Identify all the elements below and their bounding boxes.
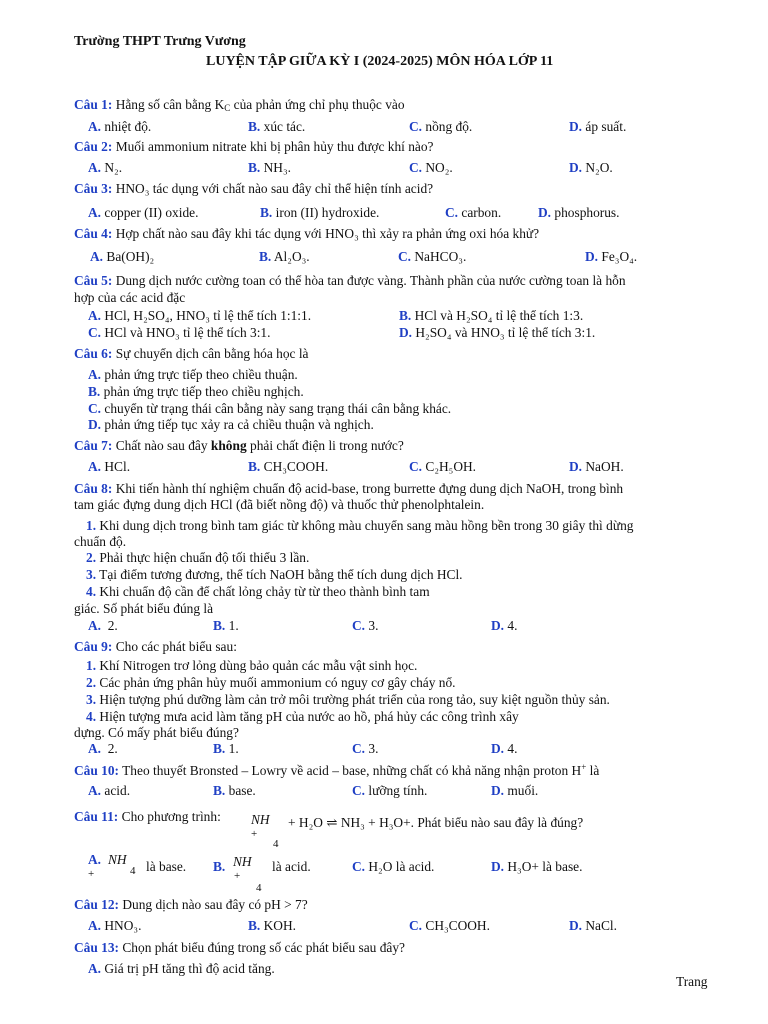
q9-statement-2: 2. Các phản ứng phân hủy muối ammonium có nguy cơ gây cháy nổ. [86,675,456,690]
q10-option-c: C. lưỡng tính. [352,783,428,798]
ammonium-formula: NH [251,812,270,827]
q9-statement-4: 4. Hiện tượng mưa acid làm tăng pH của nước ao hồ, phá hủy các công trình xây [86,709,519,724]
question-1: Câu 1: Hằng số cân bằng $K_C$ của phản ứng chỉ phụ thuộc vào [74,97,405,113]
q1-option-d: D. áp suất. [569,119,627,134]
q12-option-b: B. KOH. [248,918,296,933]
school-name: Trường THPT Trưng Vương [74,34,246,49]
q11-option-a-subscript: 4 [130,865,136,877]
q8-statement-2: 2. Phải thực hiện chuẩn độ tối thiểu 3 lần. [86,550,310,565]
question-8-line2: tam giác đựng dung dịch HCl (đã biết nồng độ) và thuốc thử phenolphtalein. [74,497,485,512]
q7-option-d: D. NaOH. [569,459,624,474]
q2-option-b: B. NH₃. [248,160,291,175]
q11-option-a-formula: NH [108,852,127,867]
q4-option-b: B. Al₂O₃. [259,249,310,264]
q9-option-a: A. 2. [88,741,118,756]
q8-option-d: D. 4. [491,618,518,633]
q9-statement-1: 1. Khí Nitrogen trơ lỏng dùng bảo quản các mẫu vật sinh học. [86,658,418,673]
q8-statement-1: 1. Khi dung dịch trong bình tam giác từ không màu chuyển sang màu hồng bền trong 30 giây thì dừng [86,518,634,533]
q6-option-b: B. phản ứng trực tiếp theo chiều nghịch. [88,384,304,399]
question-13: Câu 13: Chọn phát biểu đúng trong số các phát biểu sau đây? [74,940,405,955]
q5-option-b: B. HCl và H₂SO₄ tỉ lệ thể tích 1:3. [399,308,584,323]
q5-option-d: D. H₂SO₄ và HNO₃ tỉ lệ thể tích 3:1. [399,325,596,340]
question-5-line2: hợp của các acid đặc [74,290,186,305]
q2-option-c: C. NO₂. [409,160,453,175]
q11-option-a-label: A. [88,852,102,867]
q3-option-c: C. carbon. [445,205,502,220]
q8-statement-4: 4. Khi chuẩn độ cần để chất lỏng chảy từ từ theo thành bình tam [86,584,430,599]
q8-statement-3: 3. Tại điểm tương đương, thể tích NaOH bằng thể tích dung dịch HCl. [86,567,463,582]
q4-option-d: D. Fe₃O₄. [585,249,638,264]
q12-option-c: C. CH₃COOH. [409,918,490,933]
q4-option-a: A. Ba(OH)₂ [90,249,155,264]
q7-option-b: B. CH₃COOH. [248,459,329,474]
q8-statement-4-cont: giác. Số phát biểu đúng là [74,601,214,616]
q11-option-b: là acid. [272,859,311,874]
q3-option-d: D. phosphorus. [538,205,620,220]
q9-statement-4-cont: dựng. Có mấy phát biểu đúng? [74,725,239,740]
q1-option-c: C. nồng độ. [409,119,473,134]
page-footer: Trang [676,974,708,989]
q6-option-c: C. chuyển từ trạng thái cân bằng này sang trạng thái cân bằng khác. [88,401,452,416]
q11-option-b-formula: NH [233,854,252,869]
question-7: Câu 7: Chất nào sau đây không phải chất điện li trong nước? [74,438,404,453]
q8-option-c: C. 3. [352,618,379,633]
question-3: Câu 3: HNO₃ tác dụng với chất nào sau đây chỉ thể hiện tính acid? [74,181,434,196]
q5-option-a: A. HCl, H₂SO₄, HNO₃ tỉ lệ thể tích 1:1:1. [88,308,312,323]
q2-option-a: A. N₂. [88,160,123,175]
q7-option-a: A. HCl. [88,459,131,474]
q6-option-d: D. phản ứng tiếp tục xảy ra cả chiều thuận và nghịch. [88,417,374,432]
q8-option-a: A. 2. [88,618,118,633]
q11-option-a-charge: + [88,868,95,880]
question-11-equation: + H₂O ⇌ NH₃ + H₃O+. Phát biểu nào sau đây là đúng? [288,815,584,830]
ammonium-charge: + [251,828,258,840]
question-6: Câu 6: Sự chuyển dịch cân bằng hóa học là [74,346,309,361]
q11-option-a: là base. [146,859,187,874]
q10-option-d: D. muối. [491,783,539,798]
q10-option-a: A. acid. [88,783,131,798]
q5-option-c: C. HCl và HNO₃ tỉ lệ thể tích 3:1. [88,325,271,340]
question-8: Câu 8: Khi tiến hành thí nghiệm chuẩn độ acid-base, trong burrette đựng dung dịch NaOH, trong bình [74,481,624,496]
q12-option-a: A. HNO₃. [88,918,142,933]
question-12: Câu 12: Dung dịch nào sau đây có pH > 7? [74,897,308,912]
question-10: Câu 10: Theo thuyết Bronsted – Lowry về acid – base, những chất có khả năng nhận proton H+ là [74,762,600,778]
question-2: Câu 2: Muối ammonium nitrate khi bị phân hủy thu được khí nào? [74,139,434,154]
q13-option-a: A. Giá trị pH tăng thì độ acid tăng. [88,961,275,976]
q7-option-c: C. C₂H₅OH. [409,459,477,474]
q1-option-a: A. nhiệt độ. [88,119,152,134]
q11-option-b-label: B. [213,859,226,874]
q11-option-b-subscript: 4 [256,882,262,894]
question-label: Câu 1: [74,97,113,112]
q8-statement-1-cont: chuẩn độ. [74,534,127,549]
document-title: LUYỆN TẬP GIỮA KỲ I (2024-2025) MÔN HÓA LỚP 11 [206,54,554,69]
q11-option-c: C. H₂O là acid. [352,859,435,874]
q9-option-b: B. 1. [213,741,239,756]
q10-option-b: B. base. [213,783,256,798]
q9-option-c: C. 3. [352,741,379,756]
q11-option-d: D. H₃O+ là base. [491,859,583,874]
question-4: Câu 4: Hợp chất nào sau đây khi tác dụng với HNO₃ thì xảy ra phản ứng oxi hóa khử? [74,226,540,241]
q9-option-d: D. 4. [491,741,518,756]
q12-option-d: D. NaCl. [569,918,618,933]
ammonium-subscript: 4 [273,838,279,850]
q2-option-d: D. N₂O. [569,160,613,175]
question-9: Câu 9: Cho các phát biểu sau: [74,639,237,654]
q4-option-c: C. NaHCO₃. [398,249,467,264]
q1-option-b: B. xúc tác. [248,119,306,134]
q3-option-a: A. copper (II) oxide. [88,205,199,220]
q3-option-b: B. iron (II) hydroxide. [260,205,380,220]
q9-statement-3: 3. Hiện tượng phú dưỡng làm cản trở môi trường phát triển của rong tảo, suy kiệt nguồn thủy sản. [86,692,610,707]
q11-option-b-charge: + [234,870,241,882]
q8-option-b: B. 1. [213,618,239,633]
q6-option-a: A. phản ứng trực tiếp theo chiều thuận. [88,367,298,382]
question-11: Câu 11: Cho phương trình: [74,809,221,824]
question-5: Câu 5: Dung dịch nước cường toan có thể hòa tan được vàng. Thành phần của nước cường toan là hỗn [74,273,626,288]
